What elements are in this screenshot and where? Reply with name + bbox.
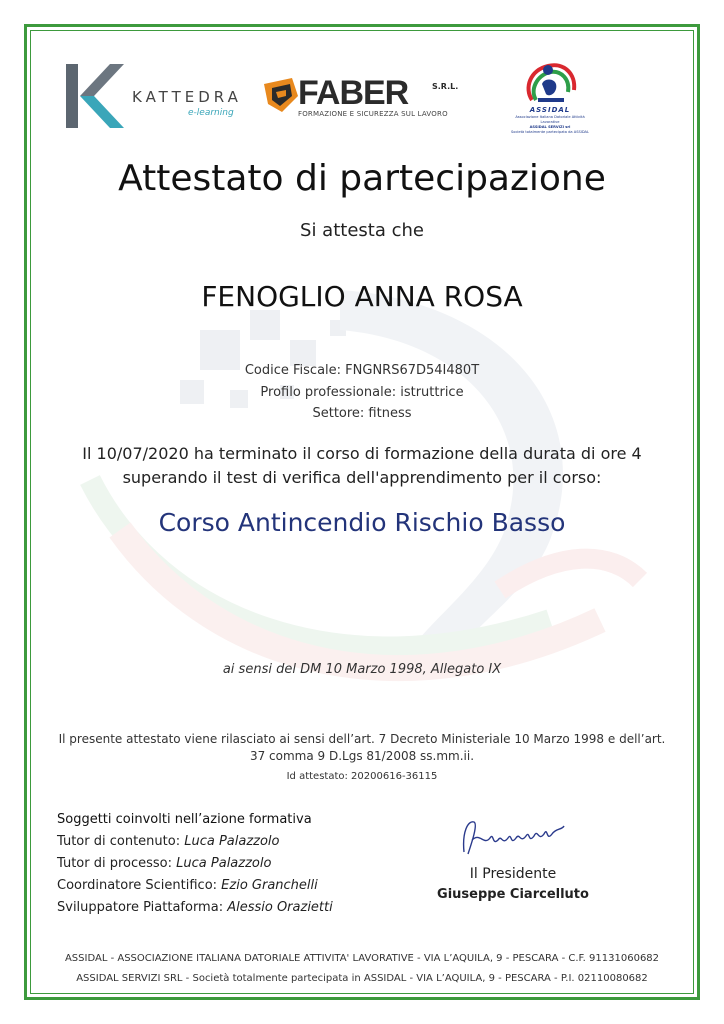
participant-name: FENOGLIO ANNA ROSA: [201, 280, 523, 313]
subjects-heading: Soggetti coinvolti nell’azione formativa: [57, 812, 312, 827]
professional-profile: Profilo professionale: istruttrice: [260, 385, 464, 400]
completion-statement: Il 10/07/2020 ha terminato il corso di formazione della durata di ore 4 superando il test di verifica dell'apprendimento per il corso:: [82, 444, 642, 487]
kattedra-logo-tagline: e-learning: [188, 108, 234, 118]
kattedra-logo-icon: [66, 64, 124, 128]
sector: Settore: fitness: [312, 406, 412, 421]
kattedra-logo-name: KATTEDRA: [132, 88, 242, 106]
attestato-id: Id attestato: 20200616-36115: [286, 771, 438, 782]
president-title: Il Presidente: [469, 866, 557, 882]
law-reference: ai sensi del DM 10 Marzo 1998, Allegato IX: [222, 662, 502, 677]
president-name: Giuseppe Ciarcelluto: [437, 887, 589, 902]
faber-logo-icon: [262, 76, 300, 114]
faber-logo-name: FABER: [298, 74, 409, 112]
certificate-title: Attestato di partecipazione: [118, 158, 606, 199]
role-content-tutor: Tutor di contenuto: Luca Palazzolo: [57, 834, 280, 849]
role-scientific-coordinator: Coordinatore Scientifico: Ezio Granchelli: [57, 878, 318, 893]
faber-logo-tagline: FORMAZIONE E SICUREZZA SUL LAVORO: [298, 110, 448, 118]
faber-logo-suffix: S.R.L.: [432, 82, 459, 91]
certificate-intro: Si attesta che: [300, 220, 424, 241]
footer-line-2: ASSIDAL SERVIZI SRL - Società totalmente partecipata in ASSIDAL - VIA L’AQUILA, 9 - PESCARA - P.I. 02110080682: [76, 973, 648, 984]
assidal-logo-name: ASSIDAL: [529, 106, 571, 114]
fiscal-code: Codice Fiscale: FNGNRS67D54I480T: [244, 363, 480, 378]
legal-notice: Il presente attestato viene rilasciato ai sensi dell’art. 7 Decreto Ministeriale 10 Marzo 1998 e dell’art. 37 comma 9 D.Lgs 81/2008 ss.mm.ii.: [58, 732, 666, 763]
president-signature: [454, 812, 572, 862]
course-name: Corso Antincendio Rischio Basso: [158, 508, 566, 537]
role-process-tutor: Tutor di processo: Luca Palazzolo: [57, 856, 272, 871]
assidal-logo-icon: [518, 60, 582, 104]
footer-line-1: ASSIDAL - ASSOCIAZIONE ITALIANA DATORIALE ATTIVITA' LAVORATIVE - VIA L’AQUILA, 9 - PESCARA - C.F. 91131060682: [64, 953, 660, 964]
role-platform-developer: Sviluppatore Piattaforma: Alessio Orazietti: [57, 900, 333, 915]
assidal-logo-subtitle: Associazione Italiana Datoriale Attività Lavorative ASSIDAL SERVIZI srl Società totalmente partecipata da ASSIDAL: [510, 115, 590, 134]
